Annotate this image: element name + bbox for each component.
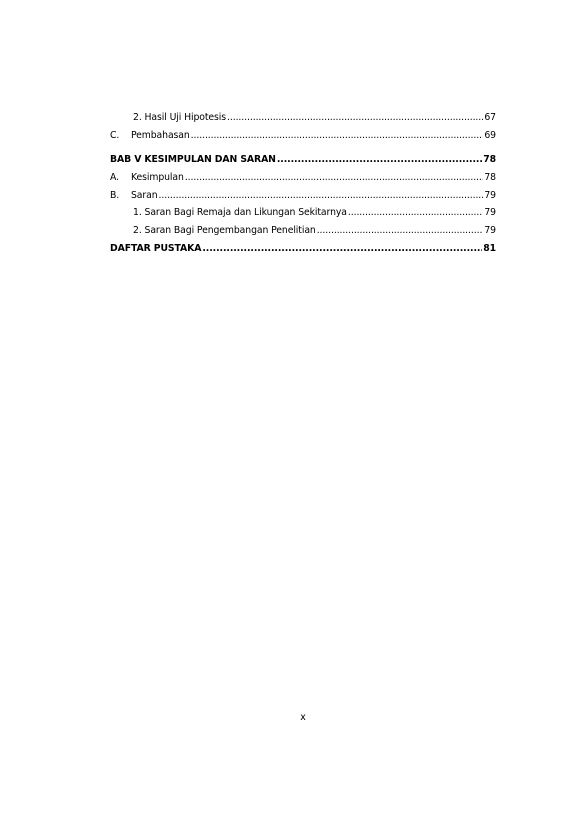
toc-entry-saran[interactable]: [110, 187, 496, 205]
toc-entry-page: 79: [484, 189, 496, 201]
toc-entry-page: 67: [484, 112, 496, 123]
dot-leader: [277, 151, 482, 169]
toc-entry-pembahasan[interactable]: [110, 127, 496, 145]
toc-entry-number: 2.: [133, 112, 142, 123]
toc-entry-number: B.: [110, 189, 120, 201]
toc-entry-title: Kesimpulan: [131, 172, 184, 184]
page-number: x: [300, 712, 306, 723]
toc-entry-number: C.: [110, 129, 120, 141]
toc-entry-number: 2.: [133, 225, 142, 237]
toc-entry-title: Saran Bagi Remaja dan Likungan Sekitarnya: [144, 207, 347, 219]
toc-entry-title: Saran Bagi Pengembangan Penelitian: [144, 225, 316, 237]
toc-entry-title: Saran: [131, 189, 158, 201]
toc-entry-kesimpulan[interactable]: [110, 169, 496, 187]
toc-entry-hasil-uji-hipotesis[interactable]: [110, 109, 496, 127]
toc-chapter-title: DAFTAR PUSTAKA: [110, 242, 202, 254]
toc-entry-number: 1.: [133, 207, 142, 219]
toc-entry-page: 79: [484, 207, 496, 219]
toc-entry-page: 69: [484, 129, 496, 141]
toc-entry-saran-pengembangan[interactable]: [110, 222, 496, 240]
toc-entry-page: 78: [484, 172, 496, 184]
dot-leader: [185, 169, 484, 187]
toc-chapter-bab-v[interactable]: [110, 151, 496, 169]
dot-leader: [191, 127, 484, 145]
dot-leader: [227, 109, 483, 127]
dot-leader: [317, 222, 484, 240]
dot-leader: [348, 204, 483, 222]
table-of-contents: [110, 109, 496, 258]
toc-chapter-title: BAB V KESIMPULAN DAN SARAN: [110, 154, 276, 166]
toc-entry-title: Hasil Uji Hipotesis: [144, 112, 227, 123]
dot-leader: [159, 187, 484, 205]
toc-entry-page: 78: [483, 154, 496, 166]
toc-entry-page: 79: [484, 225, 496, 237]
toc-entry-title: Pembahasan: [131, 129, 190, 141]
dot-leader: [202, 240, 482, 258]
toc-entry-saran-remaja[interactable]: [110, 204, 496, 222]
toc-entry-page: 81: [483, 242, 496, 254]
toc-entry-number: A.: [110, 172, 119, 184]
toc-chapter-daftar-pustaka[interactable]: [110, 240, 496, 258]
